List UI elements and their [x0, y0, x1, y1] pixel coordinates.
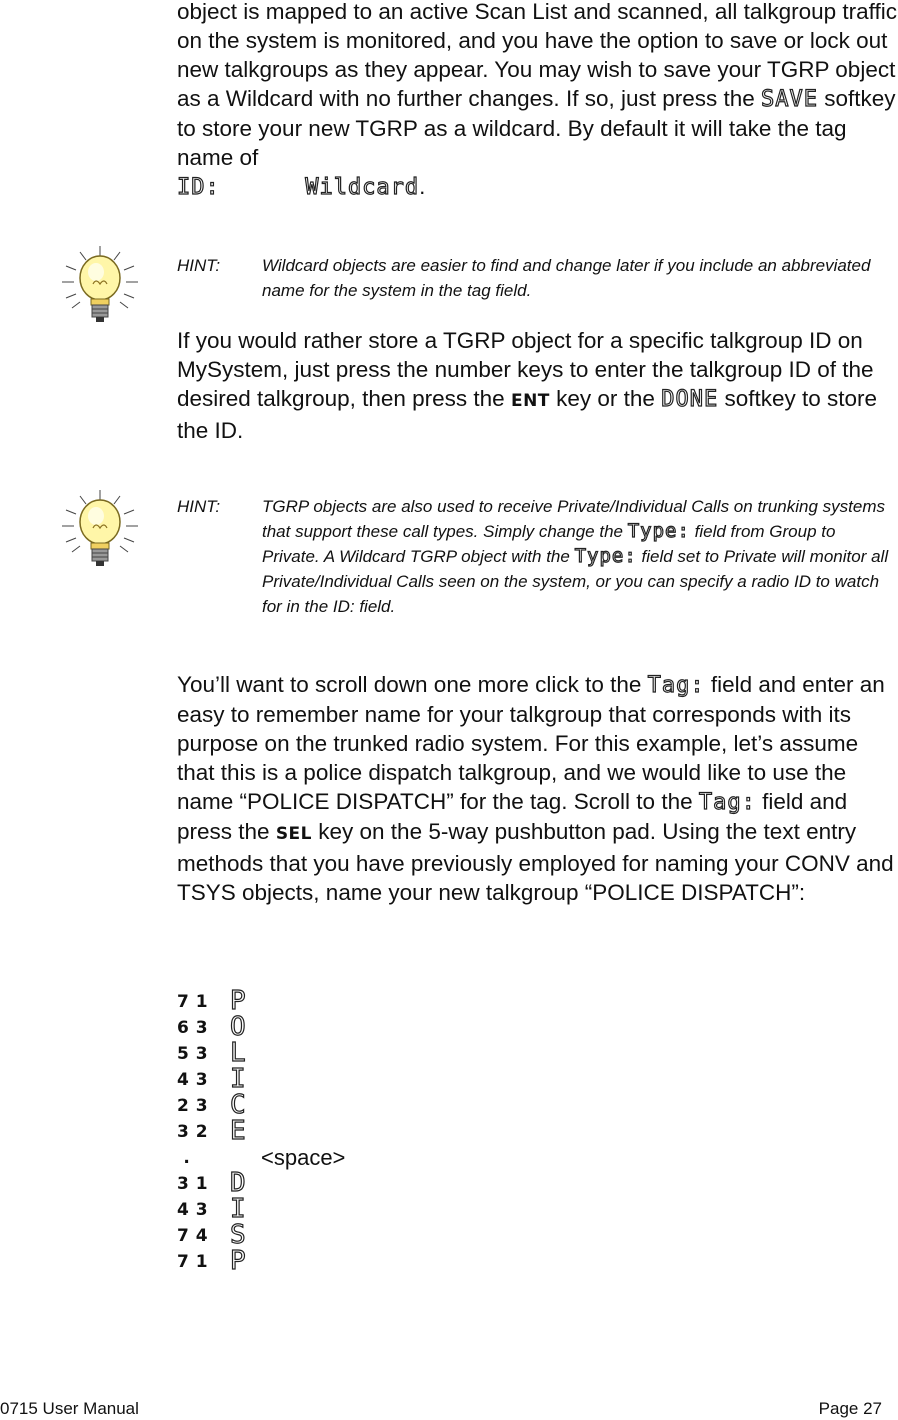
- paragraph-tag-field: You’ll want to scroll down one more click to the Tag: field and enter an easy to remember name for your talkgroup that corresponds with its purpose on the trunked radio system. For this example, let’s assume that this is a police dispatch talkgroup, and we would like to use the name “POLICE DISPATCH” for the tag. Scroll to the Tag: field and press the SEL key on the 5-way pushbutton pad. Using the text entry methods that you have previously employed for naming your CONV and TSYS objects, name your new talkgroup “POLICE DISPATCH”:: [177, 672, 894, 905]
- display-character: I: [230, 1064, 247, 1094]
- key-presses: 2 3: [177, 1096, 209, 1116]
- hint-text: Wildcard objects are easier to find and change later if you include an abbreviated name for the system in the tag field.: [262, 256, 871, 300]
- display-character: I: [230, 1194, 247, 1224]
- display-character: L: [230, 1038, 247, 1068]
- key-presses: 4 3: [177, 1070, 209, 1090]
- key-sequence-list: [177, 988, 577, 1274]
- sequence-row: [177, 1196, 577, 1222]
- hint-label: HINT:: [177, 256, 221, 275]
- tag-field-display: Tag:: [647, 673, 705, 698]
- sequence-row: [177, 1014, 577, 1040]
- page-number: Page 27: [818, 1399, 882, 1418]
- sequence-row: [177, 1118, 577, 1144]
- type-field-display: Type:: [574, 545, 637, 567]
- key-presses: 3 1: [177, 1174, 209, 1194]
- key-presses: 4 3: [177, 1200, 209, 1220]
- display-character: E: [230, 1116, 247, 1146]
- hint-text: TGRP objects are also used to receive Private/Individual Calls on trunking systems that support these call types. Simply change the Type: field from Group to Private. A Wildcard TGRP object with the Type: field set to Private will monitor all Private/Individual Calls seen on the system, or you can specify a radio ID to watch for in the ID: field.: [262, 497, 889, 616]
- space-label: <space>: [261, 1145, 346, 1170]
- tag-field-display: Tag:: [698, 790, 756, 815]
- hint-wildcard: [177, 253, 897, 303]
- display-character: O: [230, 1012, 247, 1042]
- key-presses: 6 3: [177, 1018, 209, 1038]
- display-character: S: [230, 1220, 247, 1250]
- wildcard-tag-display: ID: Wildcard: [177, 175, 420, 200]
- sequence-row: [177, 1144, 577, 1170]
- key-presses: .: [177, 1148, 191, 1168]
- display-character: D: [230, 1168, 247, 1198]
- display-character: P: [230, 1246, 247, 1276]
- save-softkey-label: SAVE: [761, 87, 819, 112]
- key-presses: 7 4: [177, 1226, 209, 1246]
- footer-manual-title: 0715 User Manual: [0, 1399, 139, 1418]
- display-character: C: [230, 1090, 247, 1120]
- paragraph-wildcard: object is mapped to an active Scan List and scanned, all talkgroup traffic on the system is monitored, and you have the option to save or lock out new talkgroups as they appear. You may wish to save your TGRP object as a Wildcard with no further changes. If so, just press the SAVE softkey to store your new TGRP as a wildcard. By default it will take the tag name of ID: Wildcard.: [177, 0, 898, 200]
- key-presses: 5 3: [177, 1044, 209, 1064]
- display-character: P: [230, 986, 247, 1016]
- sequence-row: [177, 1092, 577, 1118]
- sel-key-label: SEL: [275, 824, 313, 844]
- sequence-row: [177, 988, 577, 1014]
- key-presses: 7 1: [177, 1252, 209, 1272]
- paragraph-specific-id: If you would rather store a TGRP object for a specific talkgroup ID on MySystem, just press the number keys to enter the talkgroup ID of the desired talkgroup, then press the ENT key or the DONE softkey to store the ID.: [177, 328, 878, 443]
- done-softkey-label: DONE: [661, 387, 719, 412]
- sequence-row: [177, 1040, 577, 1066]
- ent-key-label: ENT: [510, 391, 550, 411]
- key-presses: 3 2: [177, 1122, 209, 1142]
- sequence-row: [177, 1066, 577, 1092]
- lightbulb-icon: [60, 244, 140, 330]
- key-presses: 7 1: [177, 992, 209, 1012]
- sequence-row: [177, 1222, 577, 1248]
- sequence-row: [177, 1248, 577, 1274]
- lightbulb-icon: [60, 488, 140, 574]
- type-field-display: Type:: [627, 520, 690, 542]
- sequence-row: [177, 1170, 577, 1196]
- hint-private-calls: [177, 494, 897, 619]
- hint-label: HINT:: [177, 497, 221, 516]
